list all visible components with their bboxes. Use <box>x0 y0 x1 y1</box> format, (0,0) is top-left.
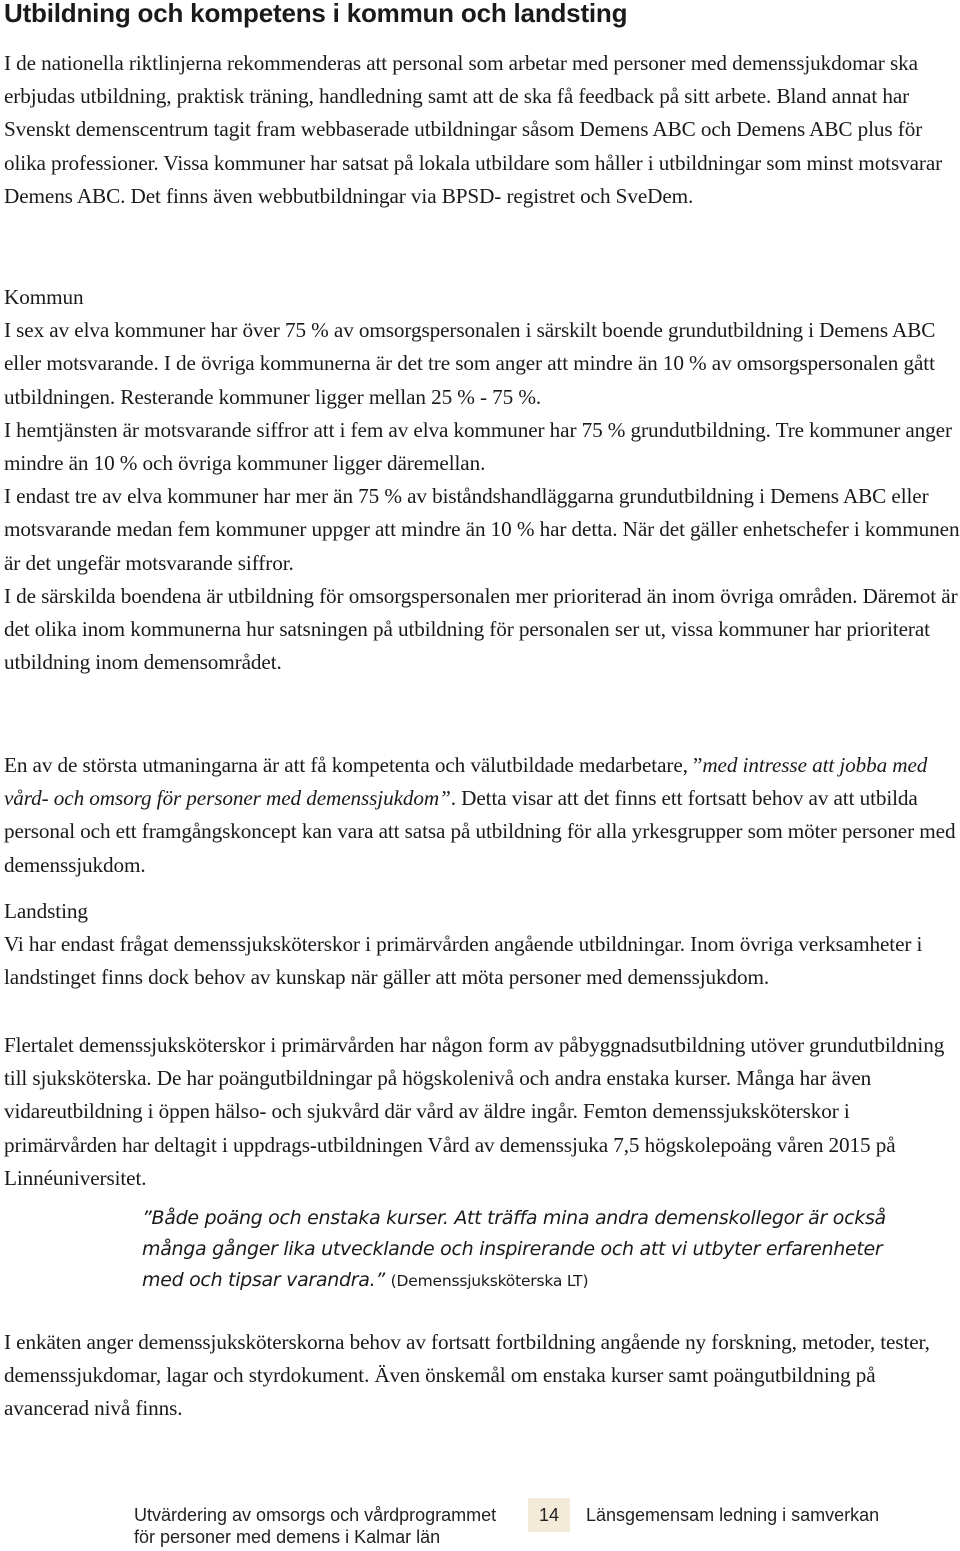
quote-block <box>142 1203 922 1297</box>
landsting-paragraph-2: Flertalet demenssjuksköterskor i primärvården har någon form av påbyggnadsutbildning utöver grundutbildning till sjuksköterska. De har poängutbildningar på högskolenivå och andra enstaka kurser. Många har även vidareutbildning i öppen hälso- och sjukvård där vård av äldre ingår. Femton demenssjuksköterskor i primärvården har deltagit i uppdrags-utbildningen Vård av demenssjuka 7,5 högskolepoäng våren 2015 på Linnéuniversitet. <box>4 1033 945 1190</box>
closing-paragraph: I enkäten anger demenssjuksköterskorna behov av fortsatt fortbildning angående ny forskning, metoder, tester, demenssjukdomar, lagar och styrdokument. Även önskemål om enstaka kurser samt poängutbildning på avancerad nivå finns. <box>4 1330 930 1421</box>
closing-section <box>4 1326 960 1426</box>
landsting-section-2 <box>4 1029 960 1195</box>
kommun-paragraph-2: I hemtjänsten är motsvarande siffror att i fem av elva kommuner har 75 % grundutbildning. Tre kommuner anger mindre än 10 % och övriga kommuner ligger däremellan. <box>4 417 952 476</box>
footer-organization: Länsgemensam ledning i samverkan <box>586 1505 880 1525</box>
intro-section <box>4 47 960 213</box>
quote-text: ”Både poäng och enstaka kurser. Att träffa mina andra demenskollegor är också många gånger lika utvecklande och inspirerande och att vi utbyter erfarenheter med och tipsar varandra.” <box>142 1207 886 1291</box>
kommun-section <box>4 281 960 679</box>
landsting-section <box>4 895 960 995</box>
footer-title-line-1: Utvärdering av omsorgs och vårdprogrammet <box>134 1505 497 1525</box>
page-heading: Utbildning och kompetens i kommun och landsting <box>4 0 628 28</box>
kommun-title: Kommun <box>4 285 84 309</box>
challenge-text-start: En av de största utmaningarna är att få kompetenta och välutbildade medarbetare, ” <box>4 753 703 777</box>
quote-attribution: (Demenssjuksköterska LT) <box>390 1272 589 1290</box>
challenge-italic-quote: med intresse att jobba med vård- och omsorg för personer med demenssjukdom” <box>4 753 928 811</box>
landsting-paragraph-1: Vi har endast frågat demenssjuksköterskor i primärvården angående utbildningar. Inom övriga verksamheter i landstinget finns dock behov av kunskap när gäller att möta personer med demenssjukdom. <box>4 932 923 990</box>
challenge-paragraph <box>4 749 960 882</box>
kommun-paragraph-1: I sex av elva kommuner har över 75 % av omsorgspersonalen i särskilt boende grundutbildning i Demens ABC eller motsvarande. I de övriga kommunerna är det tre som anger att mindre än 10 % av omsorgspersonalen gått utbildningen. Resterande kommuner ligger mellan 25 % - 75 %. <box>4 318 936 409</box>
challenge-text-end: . Detta visar att det finns ett fortsatt behov av att utbilda personal och ett framgångskoncept kan vara att satsa på utbildning för alla yrkesgrupper som möter personer med demenssjukdom. <box>4 786 956 877</box>
intro-paragraph: I de nationella riktlinjerna rekommenderas att personal som arbetar med personer med demenssjukdomar ska erbjudas utbildning, praktisk träning, handledning samt att de ska få feedback på sitt arbete. Bland annat har Svenskt demenscentrum tagit fram webbaserade utbildningar såsom Demens ABC och Demens ABC plus för olika professioner. Vissa kommuner har satsat på lokala utbildare som håller i utbildningar som minst motsvarar Demens ABC. Det finns även webbutbildningar via BPSD- registret och SveDem. <box>4 51 943 208</box>
landsting-title: Landsting <box>4 899 88 923</box>
footer-document-title <box>134 1504 534 1548</box>
page-number: 14 <box>528 1498 570 1532</box>
kommun-paragraph-4: I de särskilda boendena är utbildning för omsorgspersonalen mer prioriterad än inom övriga områden. Däremot är det olika inom kommunerna hur satsningen på utbildning för personalen ser ut, vissa kommuner har prioriterat utbildning inom demensområdet. <box>4 583 958 675</box>
kommun-paragraph-3: I endast tre av elva kommuner har mer än 75 % av biståndshandläggarna grundutbildning i Demens ABC eller motsvarande medan fem kommuner uppger att mindre än 10 % har detta. När det gäller enhetschefer i kommunen är det ungefär motsvarande siffror. <box>4 484 960 575</box>
challenge-section <box>4 749 960 882</box>
footer-title-line-2: för personer med demens i Kalmar län <box>134 1527 441 1547</box>
